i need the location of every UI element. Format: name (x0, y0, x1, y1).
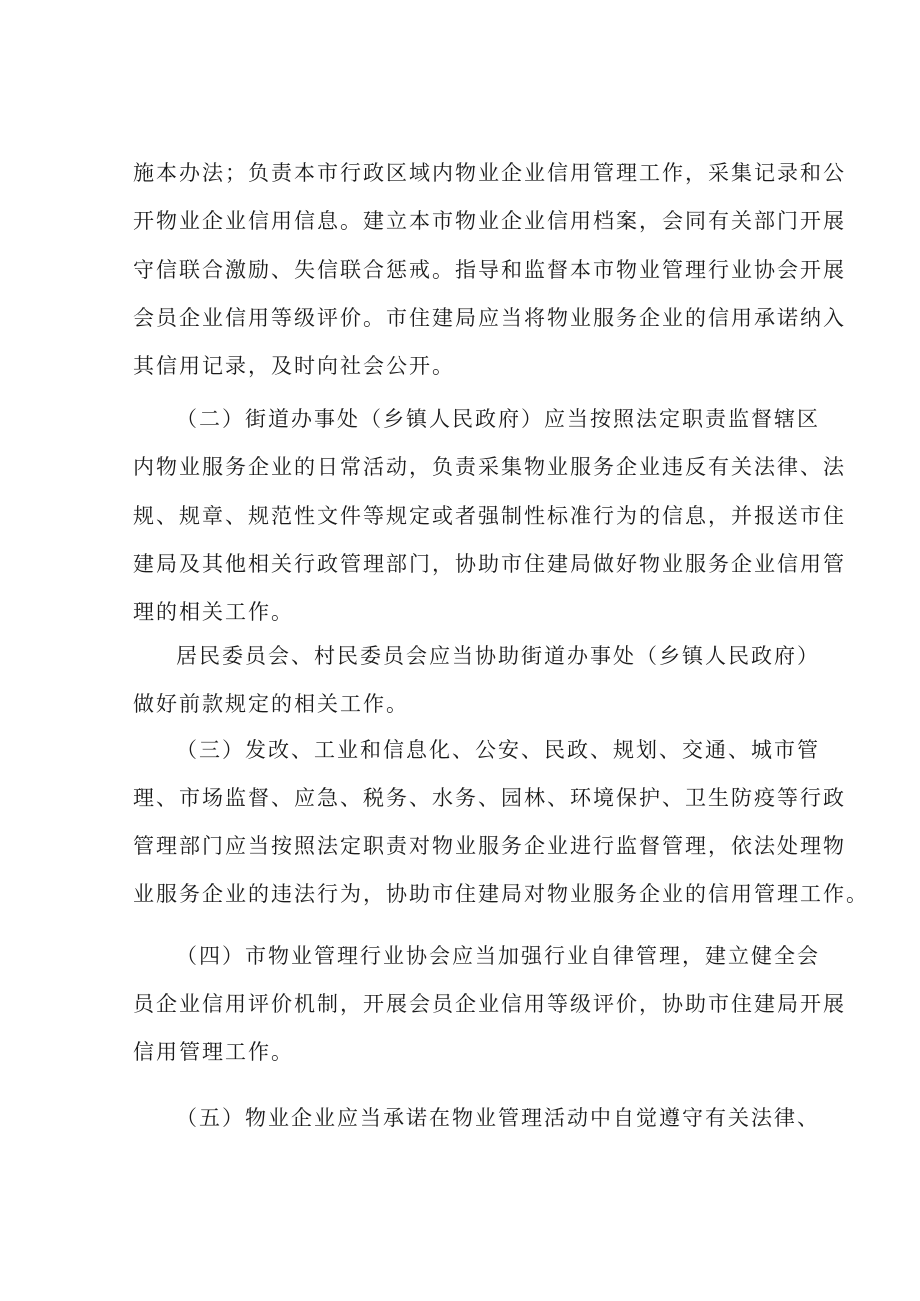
paragraph-4-line-2: 理、市场监督、应急、税务、水务、园林、环境保护、卫生防疫等行政 (133, 786, 846, 810)
paragraph-1-line-3: 守信联合激励、失信联合惩戒。指导和监督本市物业管理行业协会开展 (133, 258, 846, 282)
paragraph-2-line-5: 理的相关工作。 (133, 600, 294, 624)
paragraph-3-line-1: 居民委员会、村民委员会应当协助街道办事处（乡镇人民政府） (176, 644, 820, 668)
paragraph-2-line-4: 建局及其他相关行政管理部门，协助市住建局做好物业服务企业信用管 (133, 552, 846, 576)
paragraph-2-line-3: 规、规章、规范性文件等规定或者强制性标准行为的信息，并报送市住 (133, 504, 846, 528)
paragraph-2-line-1: （二）街道办事处（乡镇人民政府）应当按照法定职责监督辖区 (176, 407, 820, 431)
paragraph-1-line-1: 施本办法；负责本市行政区域内物业企业信用管理工作，采集记录和公 (133, 161, 846, 185)
paragraph-4-line-1: （三）发改、工业和信息化、公安、民政、规划、交通、城市管 (176, 738, 820, 762)
paragraph-5-line-3: 信用管理工作。 (133, 1040, 294, 1064)
paragraph-5-line-2: 员企业信用评价机制，开展会员企业信用等级评价，协助市住建局开展 (133, 992, 846, 1016)
paragraph-1-line-2: 开物业企业信用信息。建立本市物业企业信用档案，会同有关部门开展 (133, 209, 846, 233)
paragraph-5-line-1: （四）市物业管理行业协会应当加强行业自律管理，建立健全会 (176, 944, 820, 968)
paragraph-3-line-2: 做好前款规定的相关工作。 (133, 692, 409, 716)
paragraph-4-line-3: 管理部门应当按照法定职责对物业服务企业进行监督管理，依法处理物 (133, 834, 846, 858)
paragraph-1-line-4: 会员企业信用等级评价。市住建局应当将物业服务企业的信用承诺纳入 (133, 306, 846, 330)
paragraph-2-line-2: 内物业服务企业的日常活动，负责采集物业服务企业违反有关法律、法 (133, 455, 846, 479)
paragraph-1-line-5: 其信用记录，及时向社会公开。 (133, 354, 455, 378)
paragraph-6-line-1: （五）物业企业应当承诺在物业管理活动中自觉遵守有关法律、 (176, 1106, 820, 1130)
paragraph-4-line-4: 业服务企业的违法行为，协助市住建局对物业服务企业的信用管理工作。 (133, 882, 869, 906)
